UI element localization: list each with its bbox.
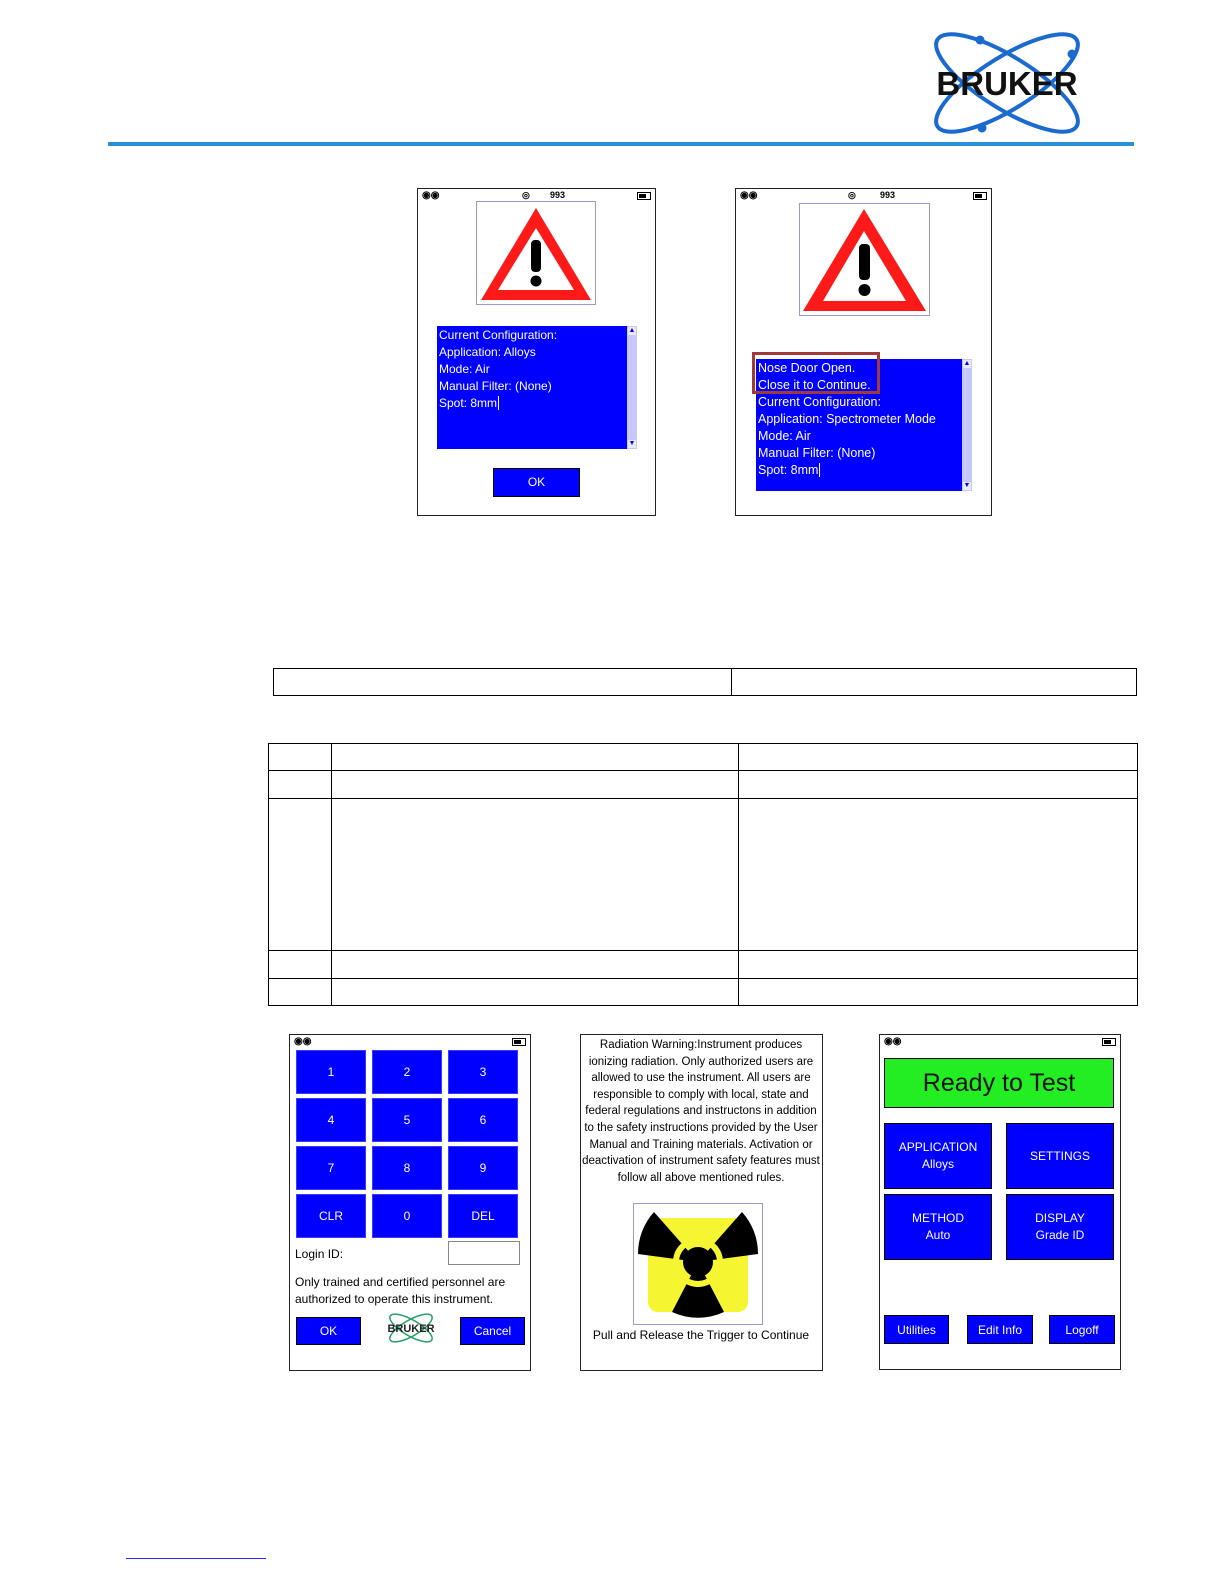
- status-text: Ready to Test: [922, 1068, 1076, 1097]
- scroll-up-icon[interactable]: ▲: [963, 360, 971, 367]
- key-5[interactable]: 5: [372, 1098, 442, 1142]
- logo-text: BRUKER: [387, 1323, 435, 1335]
- status-bar: [880, 1035, 1120, 1049]
- settings-label: SETTINGS: [1029, 1148, 1090, 1163]
- text-cursor: [498, 396, 502, 410]
- radiation-icon: [634, 1204, 762, 1324]
- config-line: Manual Filter: (None): [439, 379, 552, 393]
- login-id-input[interactable]: [448, 1241, 520, 1265]
- battery-icon: [1102, 1038, 1116, 1046]
- scroll-up-icon[interactable]: ▲: [628, 327, 636, 334]
- logoff-button[interactable]: Logoff: [1049, 1315, 1115, 1344]
- warning-image-frame: [799, 203, 930, 316]
- warning-line: Close it to Continue.: [758, 378, 871, 392]
- target-icon: ◎: [848, 190, 856, 200]
- device-screen-config: [417, 188, 656, 516]
- scrollbar[interactable]: [627, 326, 637, 449]
- empty-table-2: [268, 743, 1138, 1006]
- status-bar: [736, 189, 991, 203]
- display-value: Grade ID: [1035, 1228, 1085, 1242]
- key-3[interactable]: 3: [448, 1050, 518, 1094]
- warning-triangle-icon: [477, 202, 595, 304]
- text-cursor: [819, 463, 823, 477]
- device-screen-nose-door: [735, 188, 992, 516]
- key-7[interactable]: 7: [296, 1146, 366, 1190]
- status-banner: [884, 1058, 1114, 1108]
- table-row: [269, 979, 1138, 1006]
- method-label: METHOD: [912, 1211, 964, 1225]
- ok-button[interactable]: OK: [493, 468, 580, 497]
- warning-line: Nose Door Open.: [758, 361, 856, 375]
- table-cell: [332, 744, 739, 771]
- bruker-logo: [912, 30, 1102, 136]
- display-button[interactable]: [1006, 1194, 1114, 1260]
- radiation-image-frame: [633, 1203, 763, 1325]
- binoculars-icon: ◉◉: [294, 1036, 312, 1047]
- table-row: [274, 669, 1137, 696]
- utilities-button[interactable]: Utilities: [884, 1315, 949, 1344]
- battery-icon: [973, 192, 987, 200]
- logo-text: BRUKER: [936, 65, 1078, 102]
- table-cell: [739, 951, 1138, 979]
- config-line: Application: Spectrometer Mode: [758, 412, 936, 426]
- key-1[interactable]: 1: [296, 1050, 366, 1094]
- key-4[interactable]: 4: [296, 1098, 366, 1142]
- table-cell: [739, 771, 1138, 799]
- table-cell: [269, 771, 332, 799]
- settings-button[interactable]: [1006, 1123, 1114, 1189]
- method-value: Auto: [925, 1228, 951, 1242]
- warning-triangle-icon: [800, 204, 929, 315]
- table-cell: [269, 799, 332, 951]
- table-row: [269, 771, 1138, 799]
- scroll-down-icon[interactable]: ▼: [963, 482, 971, 489]
- key-6[interactable]: 6: [448, 1098, 518, 1142]
- config-line: [756, 462, 972, 479]
- status-count: 993: [550, 190, 566, 200]
- radiation-warning-text: Radiation Warning:Instrument produces ionizing radiation. Only authorized users are allowed to use the instrument. All users are responsible to comply with local, state and federal regulations and instructons in addition to the safety instructions provided by the User Manual and Training materials. Activation or deactivation of instrument safety features must follow all above mentioned rules.: [582, 1039, 820, 1184]
- table-row: [269, 744, 1138, 771]
- table-cell: [332, 979, 739, 1006]
- config-line: Current Configuration:: [439, 328, 558, 342]
- table-cell: [274, 669, 732, 696]
- edit-info-button[interactable]: Edit Info: [967, 1315, 1033, 1344]
- config-line-text: Spot: 8mm: [439, 396, 498, 410]
- table-cell: [332, 951, 739, 979]
- table-cell: [739, 979, 1138, 1006]
- empty-table-1: [273, 668, 1137, 696]
- bruker-logo: [382, 1311, 440, 1345]
- table-cell: [269, 951, 332, 979]
- table-row: [269, 799, 1138, 951]
- scroll-down-icon[interactable]: ▼: [628, 440, 636, 447]
- key-8[interactable]: 8: [372, 1146, 442, 1190]
- method-button[interactable]: [884, 1194, 992, 1260]
- target-icon: ◎: [522, 190, 530, 200]
- battery-icon: [512, 1038, 526, 1046]
- binoculars-icon: ◉◉: [422, 190, 440, 201]
- key-del[interactable]: DEL: [448, 1194, 518, 1238]
- scrollbar[interactable]: [962, 359, 972, 491]
- config-textbox[interactable]: [437, 326, 637, 449]
- table-row: [269, 951, 1138, 979]
- table-cell: [332, 799, 739, 951]
- table-cell: [269, 744, 332, 771]
- cancel-button[interactable]: Cancel: [460, 1317, 525, 1345]
- key-0[interactable]: 0: [372, 1194, 442, 1238]
- display-label: DISPLAY: [1035, 1211, 1085, 1225]
- config-line: Mode: Air: [758, 429, 811, 443]
- application-label: APPLICATION: [898, 1140, 978, 1154]
- warning-image-frame: [476, 201, 596, 305]
- trigger-instruction: Pull and Release the Trigger to Continue: [592, 1328, 810, 1342]
- header-rule: [108, 142, 1134, 146]
- key-9[interactable]: 9: [448, 1146, 518, 1190]
- table-cell: [332, 771, 739, 799]
- config-line: Mode: Air: [439, 362, 490, 376]
- ok-button[interactable]: OK: [296, 1317, 361, 1345]
- config-line-text: Spot: 8mm: [758, 463, 819, 477]
- key-2[interactable]: 2: [372, 1050, 442, 1094]
- application-button[interactable]: [884, 1123, 992, 1189]
- authorization-notice: Only trained and certified personnel are authorized to operate this instrument.: [295, 1275, 506, 1306]
- config-line: Current Configuration:: [758, 395, 881, 409]
- table-cell: [739, 744, 1138, 771]
- binoculars-icon: ◉◉: [884, 1036, 902, 1047]
- footer-link-underline: [126, 1558, 266, 1559]
- table-cell: [739, 799, 1138, 951]
- config-line: Application: Alloys: [439, 345, 536, 359]
- application-value: Alloys: [921, 1157, 954, 1171]
- status-count: 993: [880, 190, 896, 200]
- status-bar: [290, 1035, 530, 1049]
- login-id-label: Login ID:: [295, 1247, 344, 1261]
- battery-icon: [637, 192, 651, 200]
- device-screen-login: [289, 1034, 531, 1371]
- device-screen-radiation-warning: [580, 1034, 823, 1371]
- config-line: [437, 395, 637, 412]
- table-cell: [269, 979, 332, 1006]
- config-line: Manual Filter: (None): [758, 446, 876, 460]
- binoculars-icon: ◉◉: [740, 190, 758, 201]
- key-clr[interactable]: CLR: [296, 1194, 366, 1238]
- table-cell: [732, 669, 1137, 696]
- highlight-box: [752, 352, 880, 394]
- device-screen-ready: [879, 1034, 1121, 1370]
